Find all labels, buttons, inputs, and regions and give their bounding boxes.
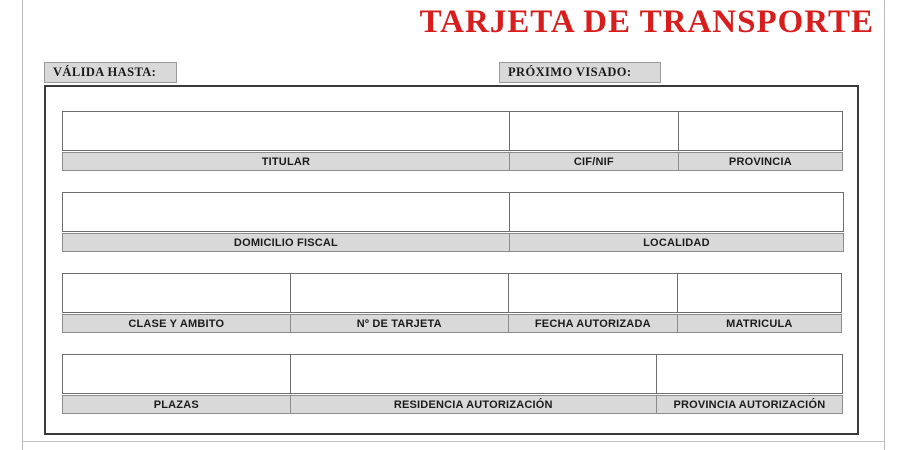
valida-hasta-tag: VÁLIDA HASTA: [44,62,177,83]
plazas-label: PLAZAS [62,395,291,414]
plazas-input[interactable] [62,354,291,394]
page-edge-right-rule [884,0,885,450]
block-clase [62,273,845,333]
block-titular-labels [62,152,845,171]
titular-input[interactable] [62,111,510,151]
cif-nif-input[interactable] [509,111,679,151]
block-clase-inputs [62,273,845,313]
localidad-label: LOCALIDAD [509,233,844,252]
provincia-input[interactable] [678,111,843,151]
matricula-input[interactable] [677,273,842,313]
provincia-autorizacion-label: PROVINCIA AUTORIZACIÓN [656,395,843,414]
block-domicilio-inputs [62,192,845,232]
block-domicilio-labels [62,233,845,252]
provincia-autorizacion-input[interactable] [656,354,843,394]
page-edge-bottom-rule [22,441,884,442]
provincia-label: PROVINCIA [678,152,843,171]
block-plazas-inputs [62,354,845,394]
residencia-autorizacion-label: RESIDENCIA AUTORIZACIÓN [290,395,657,414]
proximo-visado-tag: PRÓXIMO VISADO: [499,62,661,83]
localidad-input[interactable] [509,192,844,232]
clase-y-ambito-input[interactable] [62,273,291,313]
cif-nif-label: CIF/NIF [509,152,679,171]
numero-de-tarjeta-label: Nº DE TARJETA [290,314,509,333]
card-frame [44,85,859,435]
block-titular-inputs [62,111,845,151]
block-titular [62,111,845,171]
matricula-label: MATRICULA [677,314,842,333]
page-edge-left-rule [22,0,23,450]
clase-y-ambito-label: CLASE Y AMBITO [62,314,291,333]
block-plazas-labels [62,395,845,414]
block-clase-labels [62,314,845,333]
residencia-autorizacion-input[interactable] [290,354,657,394]
titular-label: TITULAR [62,152,510,171]
document-title: TARJETA DE TRANSPORTE [419,4,874,40]
block-plazas [62,354,845,414]
domicilio-fiscal-label: DOMICILIO FISCAL [62,233,510,252]
numero-de-tarjeta-input[interactable] [290,273,509,313]
fecha-autorizada-label: FECHA AUTORIZADA [508,314,678,333]
fecha-autorizada-input[interactable] [508,273,678,313]
block-domicilio [62,192,845,252]
domicilio-fiscal-input[interactable] [62,192,510,232]
